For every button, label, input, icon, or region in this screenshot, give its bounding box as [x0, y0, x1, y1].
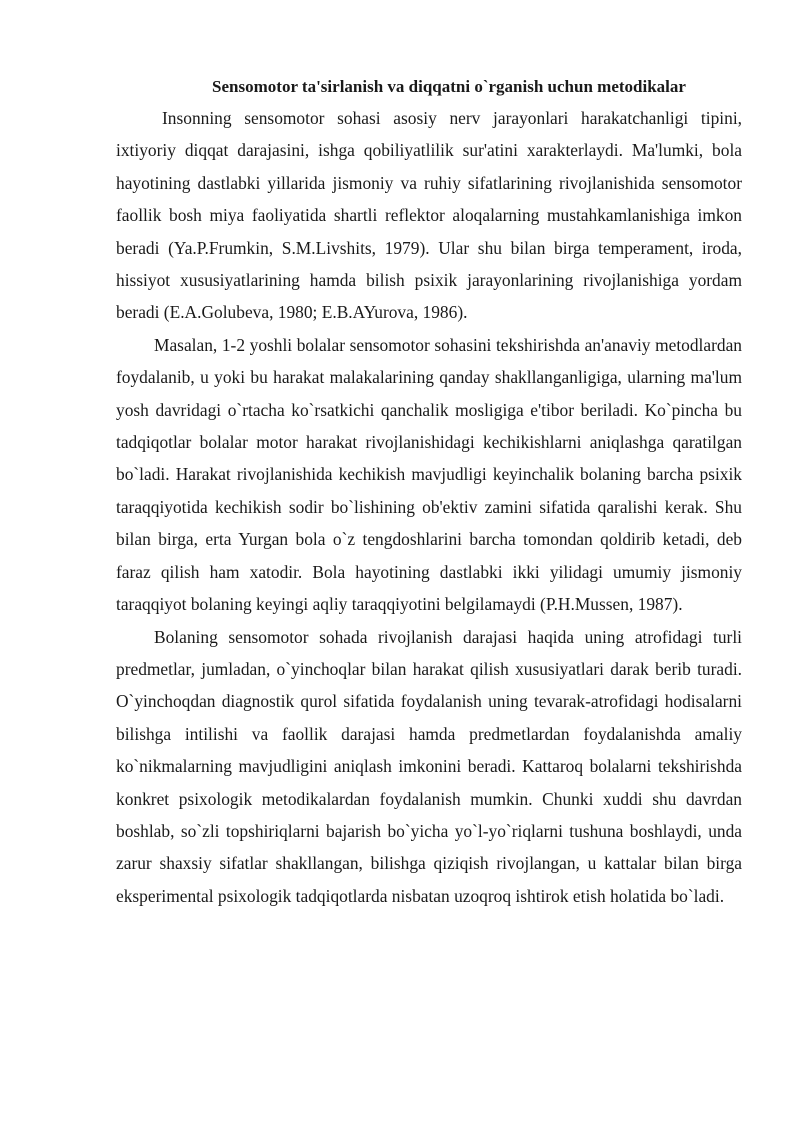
paragraph-1: Insonning sensomotor sohasi asosiy nerv jarayonlari harakatchanligi tipini, ixtiyoriy diqqat darajasini, ishga qobiliyatlilik sur'atini xarakterlaydi. Ma'lumki, bola hayotining dastlabki yillarida jismoniy va ruhiy sifatlarining rivojlanishida sensomotor faollik bosh miya faoliyatida shartli reflektor aloqalarning mustahkamlanishiga imkon beradi (Ya.P.Frumkin, S.M.Livshits, 1979). Ular shu bilan birga temperament, iroda, hissiyot xususiyatlarining hamda bilish psixik jarayonlarining rivojlanishiga yordam beradi (E.A.Golubeva, 1980; E.B.AYurova, 1986).	[116, 108, 742, 323]
paragraph-2: Masalan, 1-2 yoshli bolalar sensomotor sohasini tekshirishda an'anaviy metodlardan foydalanib, u yoki bu harakat malakalarining qanday shakllanganligiga, ularning ma'lum yosh davridagi o`rtacha ko`rsatkichi qanchalik mosligiga e'tibor beriladi. Ko`pincha bu tadqiqotlar bolalar motor harakat rivojlanishidagi kechikishlarni aniqlashga qaratilgan bo`ladi. Harakat rivojlanishida kechikish mavjudligi keyinchalik bolaning barcha psixik taraqqiyotida kechikish sodir bo`lishining ob'ektiv zamini sifatida qaralishi kerak. Shu bilan birga, erta Yurgan bola o`z tengdoshlarini barcha tomondan qoldirib ketadi, deb faraz qilish ham xatodir. Bola hayotining dastlabki ikki yilidagi umumiy jismoniy taraqqiyot bolaning keyingi aqliy taraqqiyotini belgilamaydi (P.H.Mussen, 1987).	[116, 334, 742, 615]
document-page	[116, 72, 742, 912]
paragraph-3: Bolaning sensomotor sohada rivojlanish darajasi haqida uning atrofidagi turli predmetlar, jumladan, o`yinchoqlar bilan harakat qilish xususiyatlari darak berib turadi. O`yinchoqdan diagnostik qurol sifatida foydalanish uning tevarak-atrofidagi hodisalarni bilishga intilishi va faollik darajasi hamda predmetlardan foydalanishda amaliy ko`nikmalarning mavjudligini aniqlash imkonini beradi. Kattaroq bolalarni tekshirishda konkret psixologik metodikalardan foydalanish mumkin. Chunki xuddi shu davrdan boshlab, so`zli topshiriqlarni bajarish bo`yicha yo`l-yo`riqlarni tushuna boshlaydi, unda zarur shaxsiy sifatlar shakllangan, bilishga qiziqish rivojlangan, u kattalar bilan birga eksperimental psixologik tadqiqotlarda nisbatan uzoqroq ishtirok etish holatida bo`ladi.	[116, 626, 742, 906]
document-title: Sensomotor ta'sirlanish va diqqatni o`rganish uchun metodikalar	[212, 77, 686, 96]
